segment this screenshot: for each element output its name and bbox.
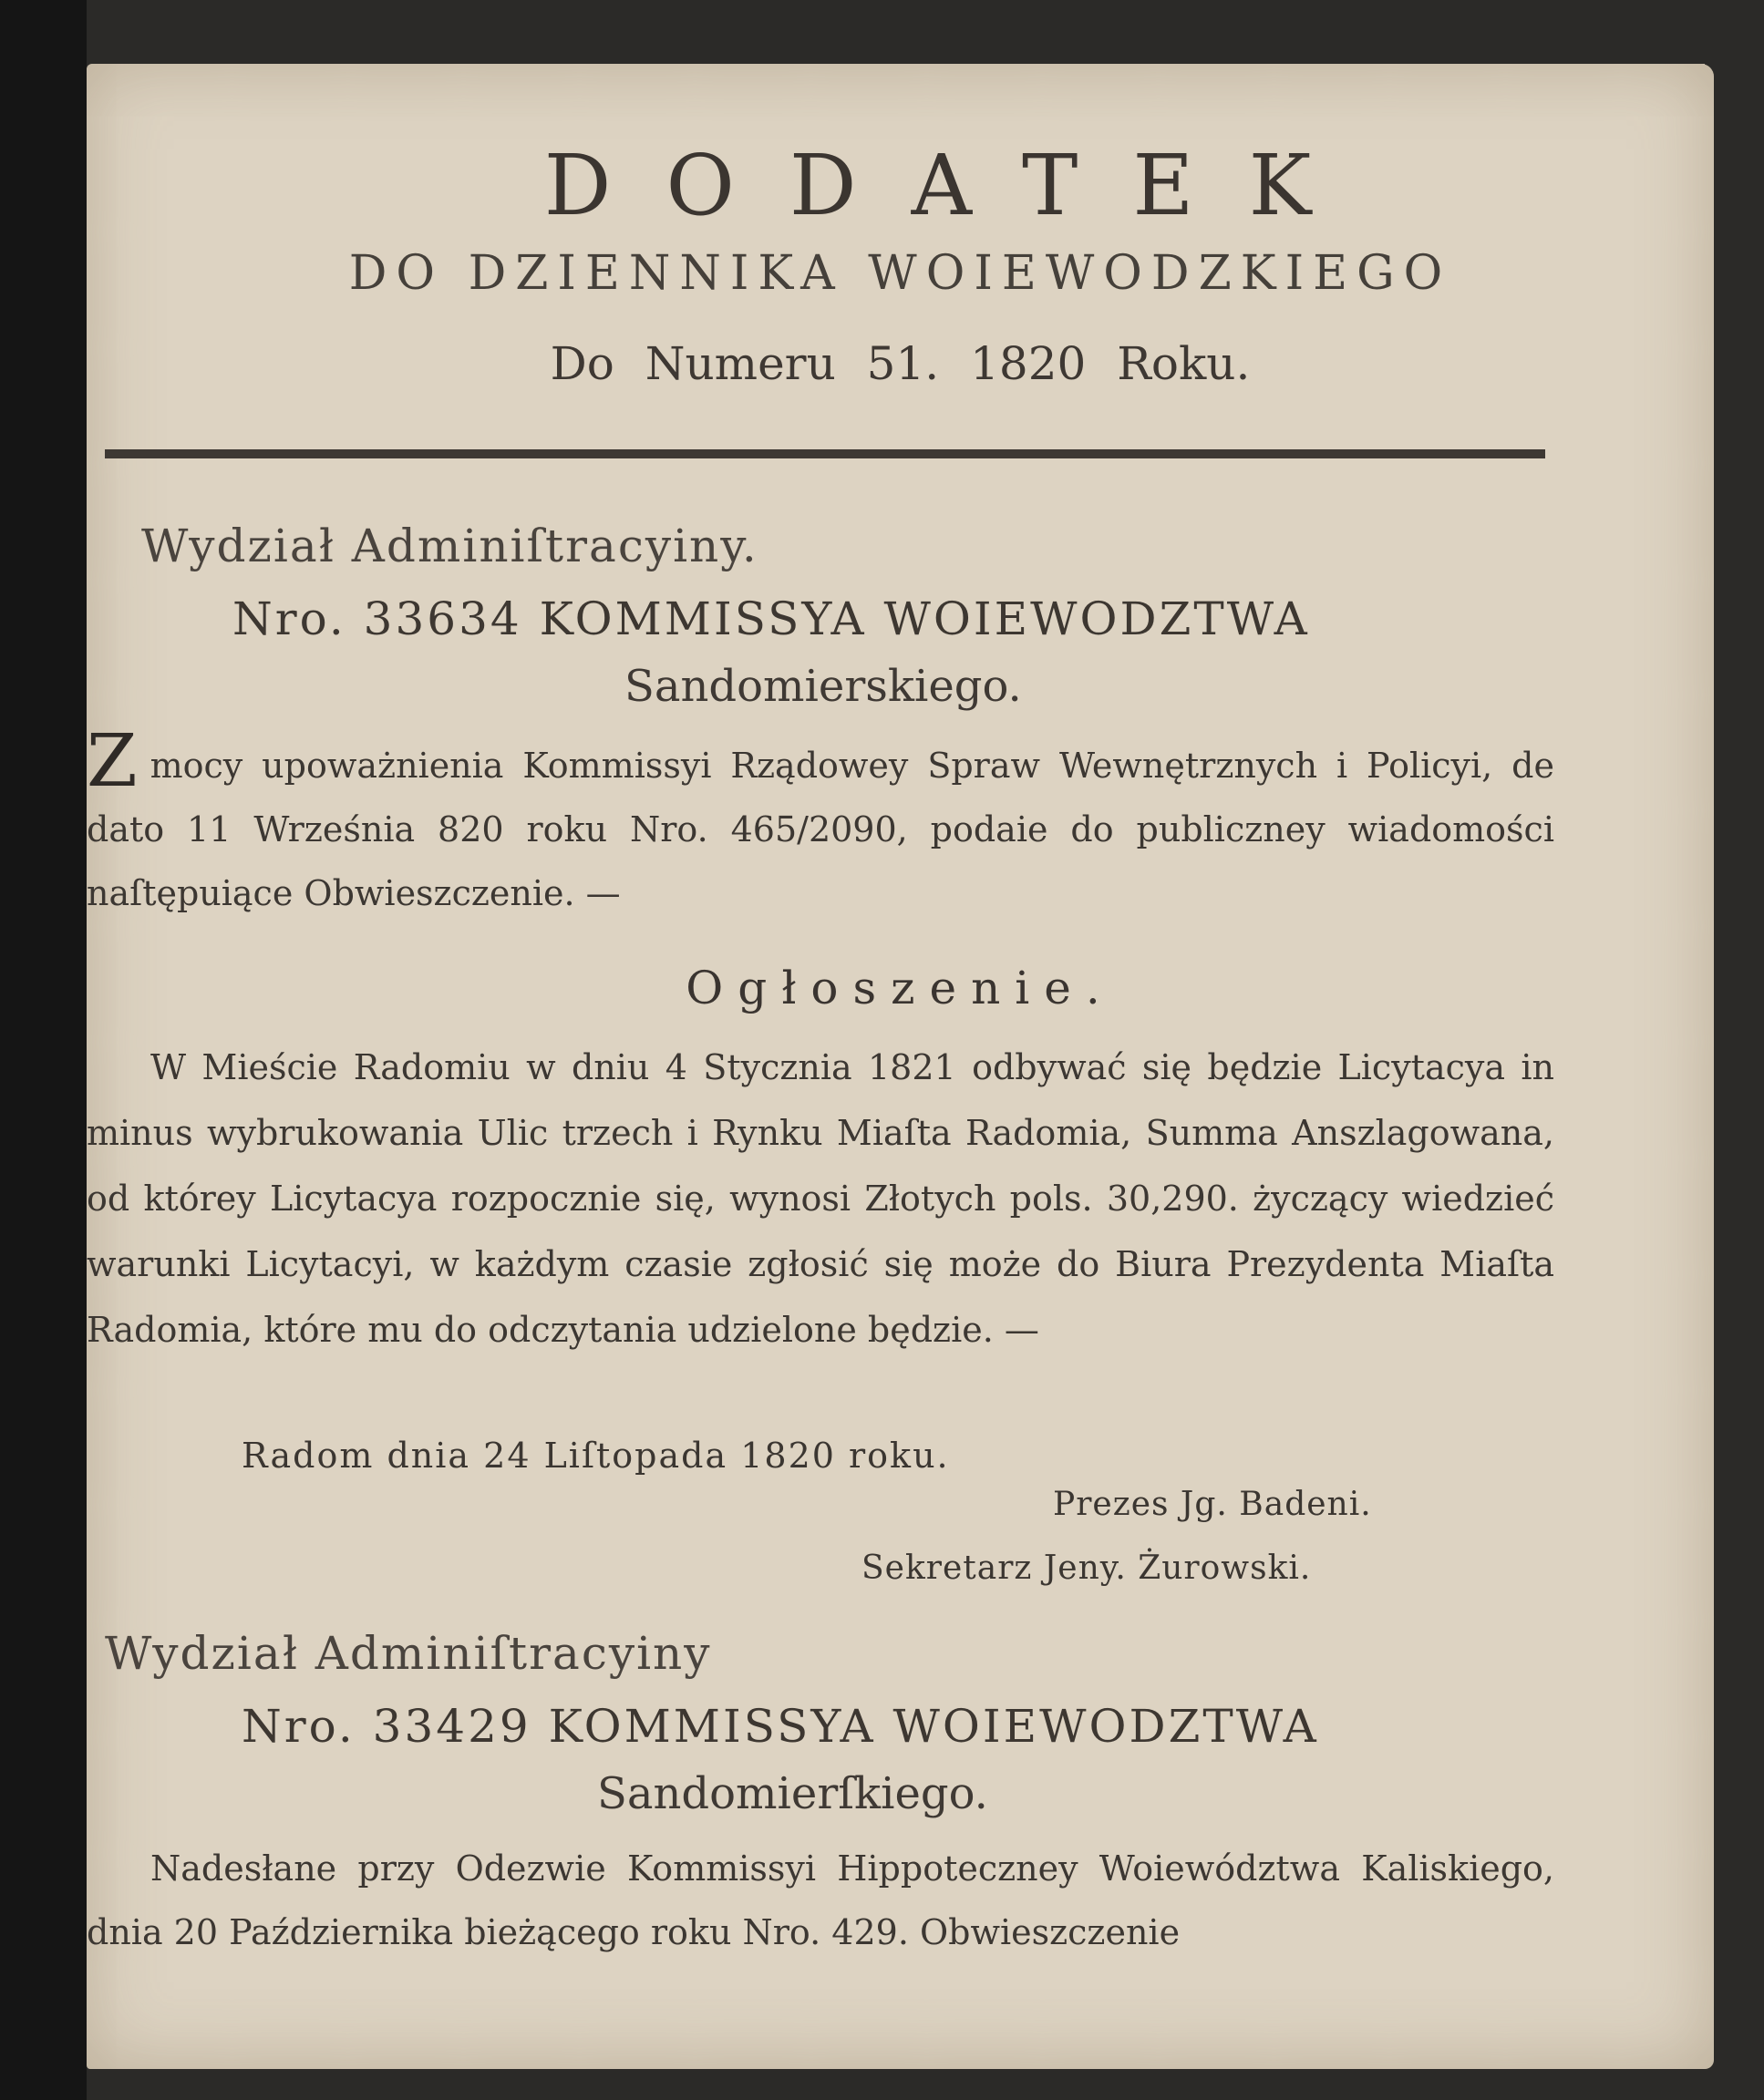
notice1-number: Nro. 33634 KOMMISSYA WOIEWODZTWA: [232, 592, 1310, 645]
notice1-intro-text: mocy upoważnienia Kommissyi Rządowey Spraw Wewnętrznych i Policyi, de dato 11 Września 820 roku Nro. 465/2090, podaie do publiczney wiadomości naſtępuiące Obwieszczenie. —: [87, 746, 1554, 913]
document-subtitle: DO DZIENNIKA WOIEWODZKIEGO: [348, 246, 1452, 301]
issue-line: Do Numeru 51. 1820 Roku.: [550, 337, 1251, 390]
document-page: [87, 64, 1714, 2069]
header-rule: [105, 449, 1545, 458]
notice1-heading: Ogłoszenie.: [686, 962, 1115, 1014]
notice2-region: Sandomierſkiego.: [597, 1768, 988, 1819]
notice1-intro: [87, 718, 1554, 925]
dropcap-letter: Z: [87, 718, 138, 803]
notice2-number: Nro. 33429 KOMMISSYA WOIEWODZTWA: [242, 1700, 1319, 1753]
signature-secretary: Sekretarz Jeny. Żurowski.: [861, 1549, 1312, 1587]
notice1-date: Radom dnia 24 Liſtopada 1820 roku.: [242, 1436, 950, 1476]
notice1-body: W Mieście Radomiu w dniu 4 Stycznia 1821 odbywać się będzie Licytacya in minus wybrukowania Ulic trzech i Rynku Miaſta Radomia, Summa Anszlagowana, od którey Licytacya rozpocznie się, wynosi Złotych pols. 30,290. życzący wiedzieć warunki Licytacyi, w każdym czasie zgłosić się może do Biura Prezydenta Miaſta Radomia, które mu do odczytania udzielone będzie. —: [87, 1047, 1554, 1350]
signature-president: Prezes Jg. Badeni.: [1053, 1486, 1372, 1523]
document-title: DODATEK: [543, 137, 1367, 234]
notice1-region: Sandomierskiego.: [624, 661, 1022, 712]
book-binding: [0, 0, 87, 2100]
notice2-body: Nadesłane przy Odezwie Kommissyi Hippoteczney Woiewództwa Kaliskiego, dnia 20 Października bieżącego roku Nro. 429. Obwieszczenie: [87, 1848, 1554, 1952]
notice1-department: Wydział Adminiſtracyiny.: [141, 520, 758, 572]
notice2-department: Wydział Adminiſtracyiny: [105, 1627, 712, 1680]
